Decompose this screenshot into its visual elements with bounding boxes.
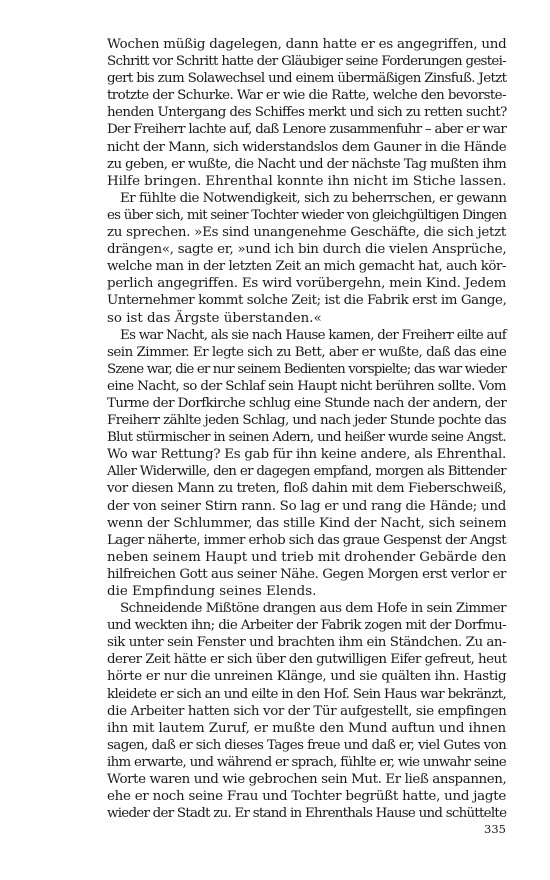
text-line: und weckten ihn; die Arbeiter der Fabrik zogen mit der Dorfmu- [107, 618, 506, 634]
text-line: Hilfe bringen. Ehrenthal konnte ihn nicht im Stiche lassen. [107, 173, 507, 189]
text-line: Aller Widerwille, den er dagegen empfand, morgen als Bittender [107, 464, 506, 480]
text-line: drängen«, sagte er, »und ich bin durch die vielen Ansprüche, [107, 242, 507, 258]
text-line: vor diesen Mann zu treten, floß dahin mit dem Fieberschweiß, [107, 481, 507, 497]
text-line: Szene war, die er nur seinem Bedienten vorspielte; das war wieder [107, 361, 506, 377]
text-line: Wo war Rettung? Es gab für ihn keine andere, als Ehrenthal. [107, 447, 506, 463]
text-line: perlich angegriffen. Es wird vorübergehn, mein Kind. Jedem [107, 276, 507, 292]
text-line: Schritt vor Schritt hatte der Gläubiger seine Forderungen gestei- [107, 54, 506, 70]
text-line: die Arbeiter hatten sich vor der Tür aufgestellt, sie empfingen [107, 703, 507, 719]
text-line: eine Nacht, so der Schlaf sein Haupt nicht berühren sollte. Vom [107, 378, 506, 394]
text-line: ihm erwarte, und während er sprach, fühlte er, wie unwahr seine [107, 754, 506, 770]
text-line: kleidete er sich an und eilte in den Hof. Sein Haus war bekränzt, [107, 686, 507, 702]
page-number: 335 [484, 822, 506, 836]
text-line: zu sprechen. »Es sind unangenehme Geschäfte, die sich jetzt [107, 225, 506, 241]
text-line: wieder der Stadt zu. Er stand in Ehrenthals Hause und schüttelte [107, 806, 507, 822]
text-line: Er fühlte die Notwendigkeit, sich zu beherrschen, er gewann [120, 190, 507, 206]
body-text [107, 36, 506, 822]
text-line: die Empfindung seines Elends. [107, 584, 317, 599]
text-line: so ist das Ärgste überstanden.« [107, 310, 322, 326]
text-line: ehe er noch seine Frau und Tochter begrüßt hatte, und jagte [107, 789, 506, 805]
text-line: neben seinem Haupt und trieb mit drohender Gebärde den [107, 549, 507, 565]
text-line: sagen, daß er sich dieses Tages freue und daß er, viel Gutes von [107, 737, 507, 753]
text-line: Worte waren und wie gebrochen sein Mut. Er ließ anspannen, [107, 772, 507, 788]
text-line: Freiherr zählte jeden Schlag, und nach jeder Stunde pochte das [107, 413, 506, 429]
text-line: henden Untergang des Schiffes merkt und sich zu retten sucht? [107, 105, 507, 121]
text-line: Unternehmer kommt solche Zeit; ist die Fabrik erst im Gange, [107, 293, 507, 309]
text-line: sein Zimmer. Er legte sich zu Bett, aber er wußte, daß das eine [107, 344, 507, 360]
text-line: trotzte der Schurke. War er wie die Ratte, welche den bevorste- [107, 88, 506, 104]
text-line: ihn mit lautem Zuruf, er mußte den Mund auftun und ihnen [107, 720, 506, 736]
text-line: hilfreichen Gott aus seiner Nähe. Gegen Morgen erst verlor er [107, 566, 506, 582]
text-line: zu geben, er wußte, die Nacht und der nächste Tag mußten ihm [107, 156, 507, 172]
text-line: nicht der Mann, sich widerstandslos dem Gauner in die Hände [107, 139, 507, 155]
text-line: der von seiner Stirn rann. So lag er und rang die Hände; und [107, 498, 506, 514]
text-line: sik unter sein Fenster und brachten ihm ein Ständchen. Zu an- [107, 635, 507, 651]
text-line: es über sich, mit seiner Tochter wieder von gleichgültigen Dingen [107, 207, 507, 223]
text-line: Es war Nacht, als sie nach Hause kamen, der Freiherr eilte auf [120, 327, 506, 343]
text-line: wenn der Schlummer, das stille Kind der Nacht, sich seinem [107, 515, 507, 531]
text-line: hörte er nur die unreinen Klänge, und sie quälten ihn. Hastig [107, 669, 507, 685]
text-line: welche man in der letzten Zeit an mich gemacht hat, auch kör- [107, 259, 506, 275]
text-line: Blut stürmischer in seinen Adern, und heißer wurde seine Angst. [107, 430, 506, 446]
text-line: Wochen müßig dagelegen, dann hatte er es angegriffen, und [107, 37, 507, 52]
text-line: Lager näherte, immer erhob sich das graue Gespenst der Angst [107, 532, 506, 548]
text-line: Schneidende Mißtöne drangen aus dem Hofe in sein Zimmer [120, 601, 506, 617]
text-line: gert bis zum Solawechsel und einem übermäßigen Zinsfuß. Jetzt [107, 71, 507, 87]
text-line: Der Freiherr lachte auf, daß Lenore zusammenfuhr – aber er war [107, 122, 507, 138]
text-line: derer Zeit hätte er sich über den gutwilligen Eifer gefreut, heut [107, 652, 507, 668]
text-line: Turme der Dorfkirche schlug eine Stunde nach der andern, der [107, 395, 507, 411]
